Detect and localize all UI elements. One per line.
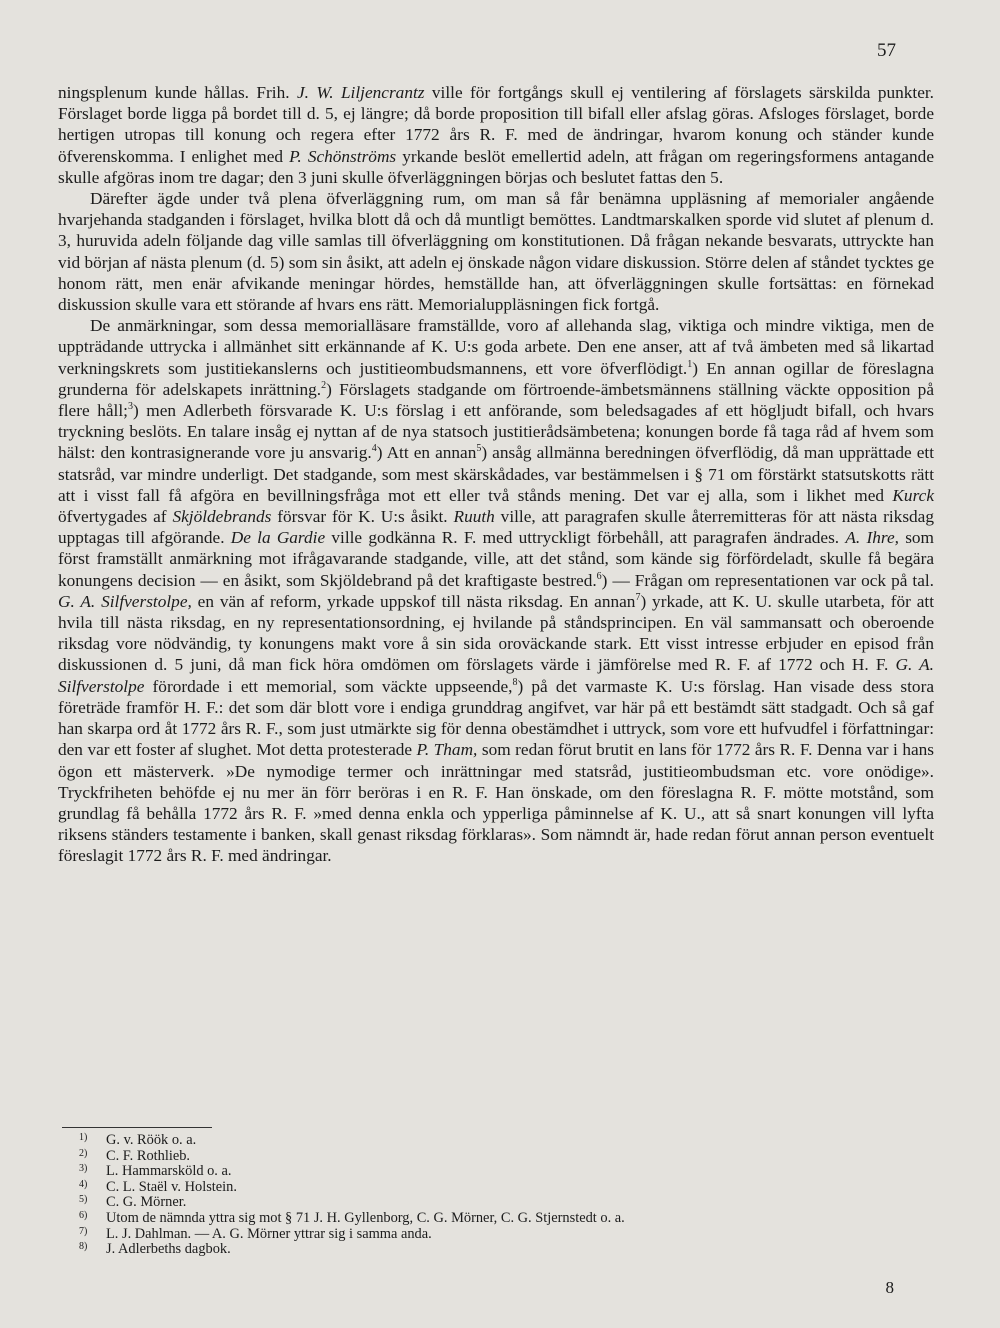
person-name: G. A. Silfverstolpe (58, 655, 934, 696)
person-name: Ruuth (453, 507, 495, 527)
footnotes (79, 1132, 625, 1258)
footnote-ref: 1 (687, 358, 693, 370)
text-run: förordade i ett memorial, som väckte uppseende, (144, 676, 513, 696)
person-name: J. W. Liljencrantz (296, 83, 425, 102)
footnote-ref: 8 (512, 676, 518, 688)
footnote-mark: 6) (79, 1209, 88, 1221)
text-run: som redan förut brutit en lans för 1772 års R. F. Denna var i hans ögon ett mästerverk. »De nymodige termer och inrättningar med statsråd, justitieombudsman etc. vore onödige». Tryckfriheten behöfde ej nu mer än förr beröras i en R. F. Han önskade, om den föreslagna R. F. mötte motstånd, som grundlag få behålla 1772 års R. F. »med denna enkla och ypperliga påminnelse af K. U., att så snart konungen vill lyfta riksens ständers testamente i banken, skall genast riksdag förklaras». Som nämndt är, hade redan förut annan person eventuelt föreslagit 1772 års R. F. med ändringar. (58, 740, 934, 866)
text-run: ) — Frågan om representationen var ock på tal. (601, 570, 934, 590)
person-name: G. A. Silfverstolpe, (58, 591, 192, 611)
footnote-mark: 7) (79, 1225, 88, 1237)
footnote-mark: 1) (79, 1132, 88, 1143)
footnote-item (79, 1194, 625, 1211)
person-name: De la Gardie (230, 528, 326, 548)
footnote-text: Utom de nämnda yttra sig mot § 71 J. H. Gyllenborg, C. G. Mörner, C. G. Stjernstedt o. a. (106, 1209, 625, 1226)
footnote-mark: 4) (79, 1178, 88, 1190)
text-run: försvar för K. U:s åsikt. (271, 507, 454, 527)
signature-mark: 8 (885, 1278, 894, 1297)
footnote-ref: 6 (596, 570, 602, 582)
footnote-mark: 8) (79, 1241, 88, 1253)
footnote-mark: 5) (79, 1194, 88, 1206)
footnote-text: J. Adlerbeths dagbok. (106, 1241, 231, 1258)
footnote-text: L. J. Dahlman. — A. G. Mörner yttrar sig i samma anda. (106, 1225, 432, 1242)
footnote-item (79, 1132, 625, 1149)
text-run: yrkande beslöt emellertid adeln, att frågan om regeringsformens antagande skulle afgöras inom tre dagar; den 3 juni skulle öfverläggningen börjas och beslutet fattas den 5. (58, 146, 934, 187)
footnote-item (79, 1209, 625, 1227)
text-run: ningsplenum kunde hållas. Frih. (58, 83, 297, 102)
page-number: 57 (877, 40, 896, 61)
footnote-ref: 4 (371, 443, 377, 455)
person-name: P. Schönströms (289, 146, 397, 166)
footnote-divider (62, 1127, 212, 1128)
footnote-text: C. G. Mörner. (106, 1194, 187, 1211)
person-name: Kurck (892, 485, 934, 505)
person-name: Skjöldebrands (172, 507, 272, 527)
body-text (58, 82, 934, 867)
text-run: öfvertygades af (58, 507, 173, 527)
footnote-mark: 2) (79, 1147, 88, 1159)
footnote-item (79, 1163, 625, 1180)
person-name: P. Tham, (416, 740, 478, 760)
text-run: Därefter ägde under två plena öfverläggning rum, om man så får benämna uppläsning af memorialer angående hvarjehanda stadganden i förslaget, hvilka blott då och då muntligt bemöttes. Landtmarskalken sporde vid slutet af plenum d. 3, huruvida adeln följande dag ville samlas till öfverläggning om konstitutionen. Då frågan nekande besvarats, uttryckte han vid början af nästa plenum (d. 5) som sin åsikt, att adeln ej önskade någon vidare diskussion. Större delen af ståndet tycktes ge honom rätt, men enär afvikande meningar hördes, hemställde han, att öfverläggningen skulle fortsättas: en förnekad diskussion skulle vara ett störande af hvars ens rätt. Memorialuppläsningen fick fortgå. (58, 189, 934, 315)
paragraph-2 (58, 188, 934, 315)
footnote-text: C. L. Staël v. Holstein. (106, 1178, 237, 1195)
text-run: ) på det varmaste K. U:s förslag. Han visade dess stora företräde framför H. F.: det som där blott vore i endiga grunddrag angifvet, var här på ett bestämdt sätt stadgadt. Och så gaf han skarpa ord åt 1772 års R. F., som just utmärkte sig för denna obestämdhet i uttryck, som vore ett hufvudfel i författningar: den var ett foster af slughet. Mot detta protesterade (58, 676, 934, 760)
text-run: ville för fortgångs skull ej ventilering af förslagets särskilda punkter. Förslaget borde ligga på bordet till d. 5, ej längre; då borde proposition till bifall eller afslag göras. Afsloges förslaget, borde hertigen utropas till konung och regera efter 1772 års R. F. med de ändringar, hvarom konung och ständer kunde öfverenskomma. I enlighet med (58, 83, 934, 166)
text-run: ) Förslagets stadgande om förtroende-ämbetsmännens ställning väckte opposition på flere håll; (58, 379, 934, 421)
paragraph-1 (58, 82, 934, 188)
text-run: ville, att paragrafen skulle återremitteras för att nästa riksdag upptagas till afgörande. (58, 507, 934, 548)
footnote-item (79, 1225, 625, 1243)
footnote-text: L. Hammarsköld o. a. (106, 1163, 232, 1180)
person-name: A. Ihre, (845, 528, 899, 548)
footnote-item (79, 1147, 625, 1165)
footnote-item (79, 1241, 625, 1258)
paragraph-3 (58, 315, 934, 866)
footnote-text: G. v. Röök o. a. (106, 1132, 197, 1148)
footnote-ref: 7 (635, 592, 641, 604)
footnote-text: C. F. Rothlieb. (106, 1147, 191, 1164)
text-run: ) En annan ogillar de föreslagna grunderna för adelskapets inrättning. (58, 358, 934, 399)
text-run: ) men Adlerbeth försvarade K. U:s förslag i ett anförande, som beledsagades af ett högljudt bifall, och hvars tryckning beslöts. En talare insåg ej nyttan af de nya statsoch justitierådsämbetena; konungen borde få taga råd af hvem som hälst: den kontrasignerande vore ju ansvarig. (58, 401, 935, 463)
footnote-item (79, 1178, 625, 1196)
footnote-ref: 2 (321, 380, 327, 392)
text-run: som först framställt anmärkning mot ifrågavarande stadgande, ville, att det stånd, som kände sig förfördeladt, skulle få begära konungens decision — en åsikt, som Skjöldebrand på det kraftigaste bestred. (58, 528, 934, 590)
text-run: De anmärkningar, som dessa memorialläsare framställde, voro af allehanda slag, viktiga och mindre viktiga, men de uppträdande uttrycka i allmänhet sitt erkännande af K. U:s goda arbete. Den ene anser, att af två ämbeten med så likartad verkningskrets som justitiekanslerns och justitieombudsmannens, ett vore öfverflödigt. (58, 316, 934, 378)
text-run: ) yrkade, att K. U. skulle utarbeta, för att hvila till nästa riksdag, en ny representationsordning, ej hvilande på ståndsprincipen. En väl sammansatt och oberoende riksdag vore nödvändig, ty konungens makt vore å sin sida oroväckande stark. Ett visst intresse erbjuder en episod från diskussionen d. 5 juni, då man fick höra omdömen om förslagets värde i jämförelse med R. F. af 1772 och H. F. (58, 591, 935, 675)
text-run: en vän af reform, yrkade uppskof till nästa riksdag. En annan (191, 591, 636, 611)
text-run: ) Att en annan (376, 443, 477, 463)
footnote-ref: 3 (127, 401, 133, 413)
text-run: ) ansåg allmänna beredningen öfverflödig, då man upprättade ett statsråd, var mindre underligt. Det stadgande, som mest skärskådades, var bestämmelsen i § 71 om förstärkt statsutskotts rätt att i visst fall få afgöra en bevillningsfråga mot ett eller två stånds mening. Det var ej alla, som i likhet med (58, 443, 934, 505)
text-run: ville godkänna R. F. med uttryckligt förbehåll, att paragrafen ändrades. (325, 528, 846, 548)
footnote-ref: 5 (476, 443, 482, 455)
footnote-mark: 3) (79, 1163, 88, 1175)
